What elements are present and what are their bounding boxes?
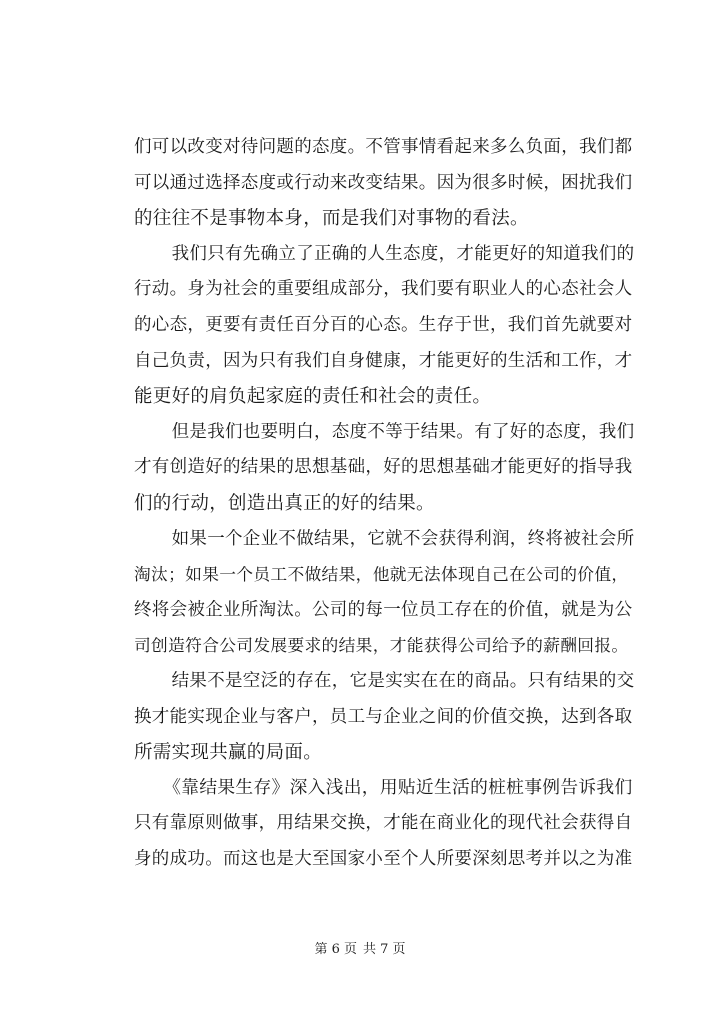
text-line: 终将会被企业所淘汰。公司的每一位员工存在的价值，就是为公: [134, 599, 633, 620]
text-line: 的往往不是事物本身，而是我们对事物的看法。: [134, 208, 529, 230]
text-line: 身的成功。而这也是大至国家小至个人所要深刻思考并以之为准: [134, 848, 633, 869]
text-line: 司创造符合公司发展要求的结果，才能获得公司给予的薪酬回报。: [134, 635, 629, 656]
text-line: 们可以改变对待问题的态度。不管事情看起来多么负面，我们都: [134, 137, 633, 157]
text-line: 们的行动，创造出真正的好的结果。: [134, 492, 435, 514]
paragraph-first-line: 如果一个企业不做结果，它就不会获得利润，终将被社会所: [136, 528, 635, 549]
text-line: 换才能实现企业与客户，员工与企业之间的价值交换，达到各取: [134, 706, 633, 727]
document-body: [134, 130, 634, 877]
text-line: 的心态，更要有责任百分百的心态。生存于世，我们首先就要对: [134, 314, 633, 335]
paragraph-first-line: 我们只有先确立了正确的人生态度，才能更好的知道我们的: [136, 243, 635, 264]
page-number: 第 6 页: [314, 942, 357, 957]
paragraph-first-line: 《靠结果生存》深入浅出，用贴近生活的桩桩事例告诉我们: [136, 777, 633, 798]
text-line: 才有创造好的结果的思想基础，好的思想基础才能更好的指导我: [134, 457, 633, 478]
total-pages: 共 7 页: [363, 942, 406, 957]
text-line: 只有靠原则做事，用结果交换，才能在商业化的现代社会获得自: [134, 813, 633, 834]
paragraph-first-line: 结果不是空泛的存在，它是实实在在的商品。只有结果的交: [136, 670, 635, 691]
text-line: 自己负责，因为只有我们自身健康，才能更好的生活和工作，才: [134, 350, 633, 371]
paragraph-first-line: 但是我们也要明白，态度不等于结果。有了好的态度，我们: [136, 421, 635, 442]
text-line: 行动。身为社会的重要组成部分，我们要有职业人的心态社会人: [134, 279, 633, 300]
text-line: 淘汰；如果一个员工不做结果，他就无法体现自己在公司的价值，: [134, 564, 629, 585]
text-line: 可以通过选择态度或行动来改变结果。因为很多时候，困扰我们: [134, 172, 633, 193]
text-line: 所需实现共赢的局面。: [134, 742, 323, 764]
text-line: 能更好的肩负起家庭的责任和社会的责任。: [134, 386, 492, 408]
page-footer: [0, 938, 720, 957]
